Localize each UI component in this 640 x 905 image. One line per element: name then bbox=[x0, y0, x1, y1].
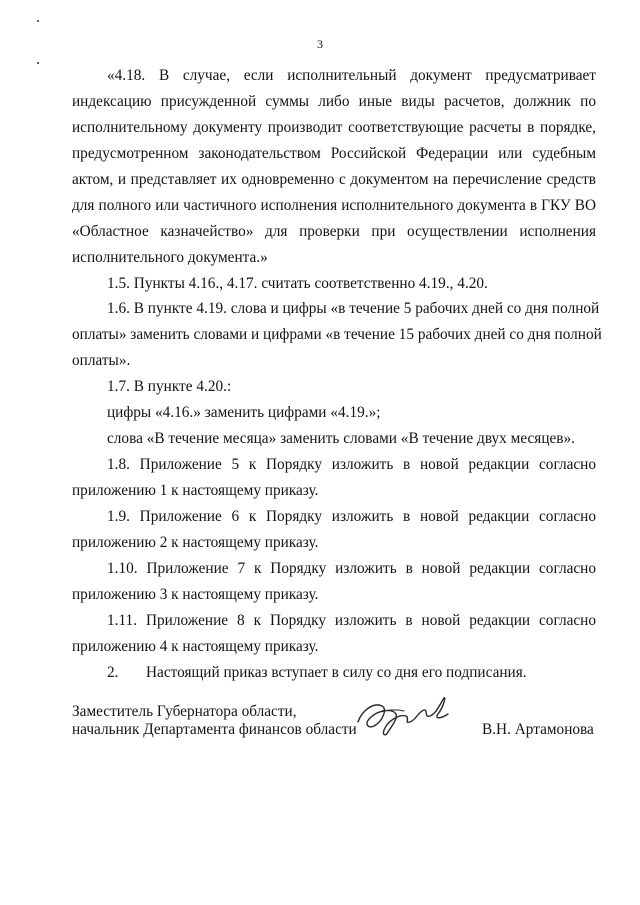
page-number: 3 bbox=[317, 37, 323, 51]
paragraph-line: приложению 3 к настоящему приказу. bbox=[72, 586, 319, 603]
paragraph-line: оплаты» заменить словами и цифрами «в течение 15 рабочих дней со дня полной bbox=[72, 326, 602, 343]
scan-speck bbox=[37, 20, 39, 22]
paragraph-line: 1.5. Пункты 4.16., 4.17. считать соответственно 4.19., 4.20. bbox=[107, 275, 488, 292]
paragraph-line: цифры «4.16.» заменить цифрами «4.19.»; bbox=[107, 404, 381, 421]
paragraph-line: оплаты». bbox=[72, 352, 131, 369]
handwritten-signature bbox=[352, 692, 452, 740]
signer-position-line2: начальник Департамента финансов области bbox=[72, 721, 357, 738]
paragraph-number: 2. bbox=[107, 664, 119, 681]
paragraph-line: индексацию присужденной суммы либо иные виды расчетов, должник по bbox=[72, 93, 596, 110]
scan-speck bbox=[37, 62, 39, 64]
paragraph-line: «4.18. В случае, если исполнительный документ предусматривает bbox=[107, 67, 596, 84]
paragraph-line: приложению 4 к настоящему приказу. bbox=[72, 638, 319, 655]
signer-name: В.Н. Артамонова bbox=[482, 721, 594, 738]
paragraph-line: 1.6. В пункте 4.19. слова и цифры «в течение 5 рабочих дней со дня полной bbox=[107, 300, 600, 317]
paragraph-line: актом, и представляет их одновременно с документом на перечисление средств bbox=[72, 171, 596, 188]
paragraph-line: Настоящий приказ вступает в силу со дня его подписания. bbox=[146, 664, 527, 681]
paragraph-line: 1.8. Приложение 5 к Порядку изложить в новой редакции согласно bbox=[107, 456, 596, 473]
paragraph-line: 1.10. Приложение 7 к Порядку изложить в новой редакции согласно bbox=[107, 560, 596, 577]
paragraph-line: приложению 2 к настоящему приказу. bbox=[72, 534, 319, 551]
paragraph-line: «Областное казначейство» для проверки при осуществлении исполнения bbox=[72, 223, 596, 240]
paragraph-line: 1.7. В пункте 4.20.: bbox=[107, 378, 232, 395]
paragraph-line: 1.9. Приложение 6 к Порядку изложить в новой редакции согласно bbox=[107, 508, 596, 525]
paragraph-line: 1.11. Приложение 8 к Порядку изложить в новой редакции согласно bbox=[107, 612, 596, 629]
paragraph-line: для полного или частичного исполнения исполнительного документа в ГКУ ВО bbox=[72, 197, 596, 214]
paragraph-line: слова «В течение месяца» заменить словами «В течение двух месяцев». bbox=[107, 430, 575, 447]
paragraph-line: предусмотренном законодательством Российской Федерации или судебным bbox=[72, 145, 596, 162]
paragraph-line: исполнительного документа.» bbox=[72, 249, 268, 266]
signer-position-line1: Заместитель Губернатора области, bbox=[72, 703, 297, 720]
paragraph-line: исполнительному документу производит соответствующие расчеты в порядке, bbox=[72, 119, 596, 136]
paragraph-line: приложению 1 к настоящему приказу. bbox=[72, 482, 319, 499]
